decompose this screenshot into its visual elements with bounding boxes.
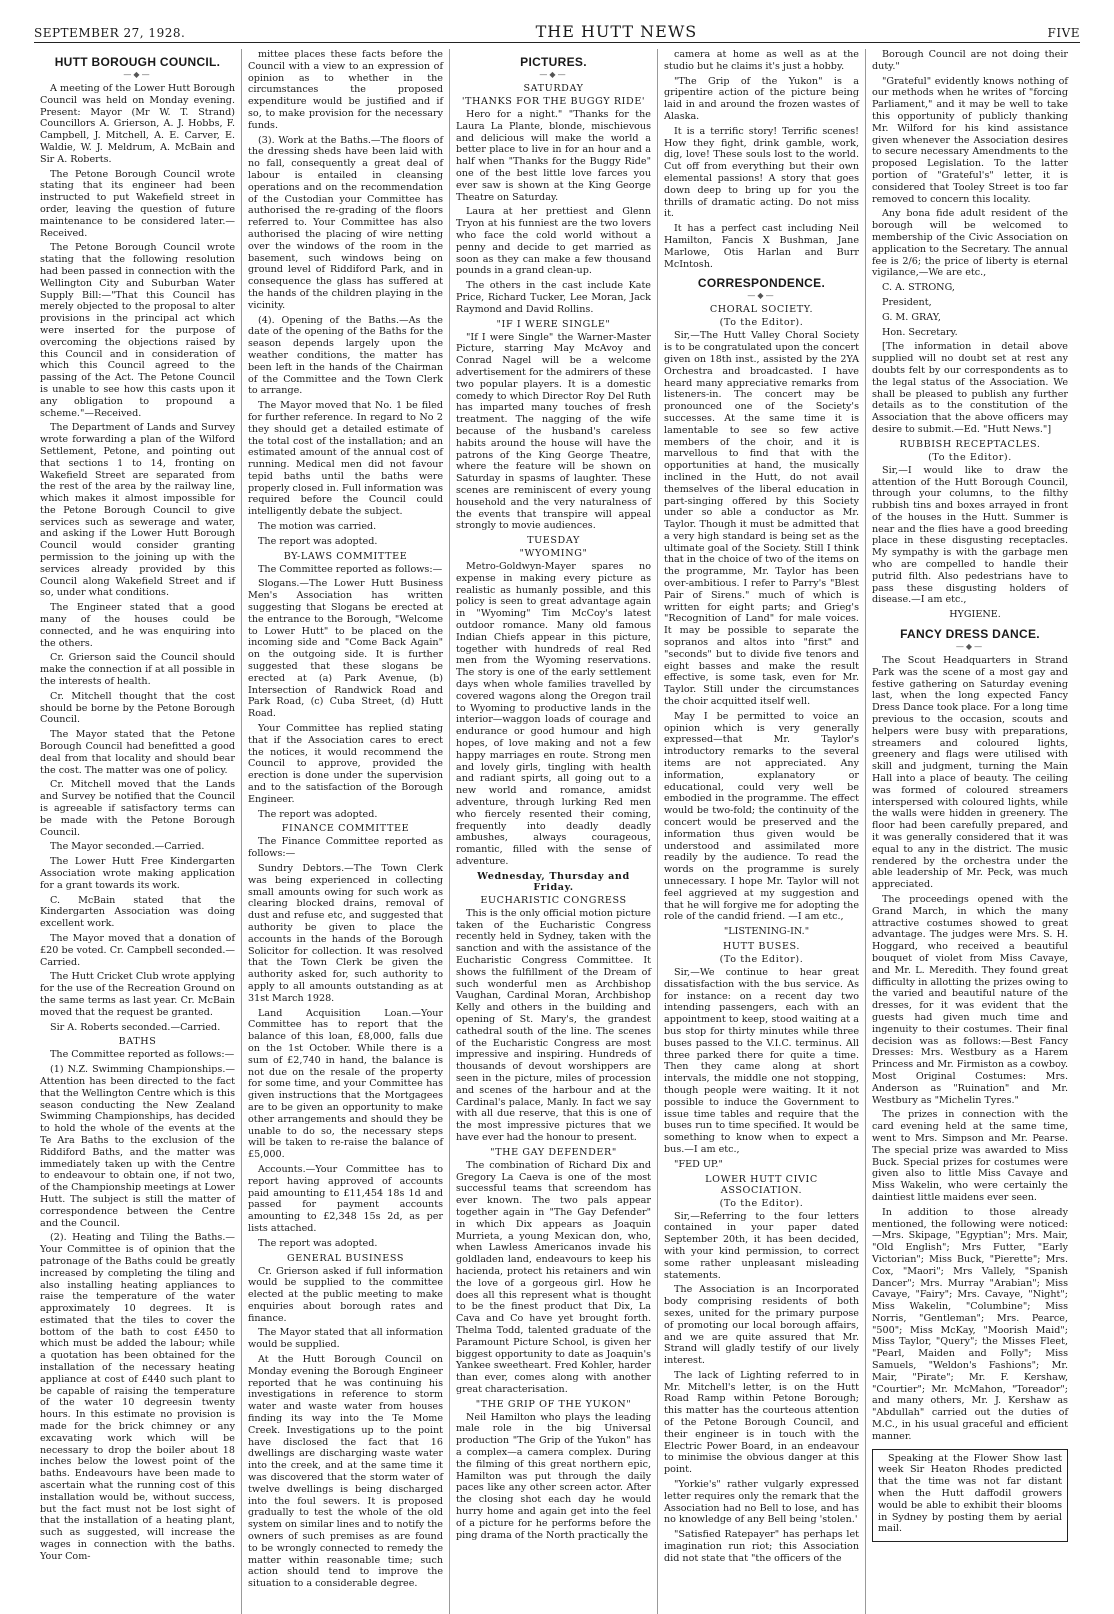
signature: G. M. GRAY,	[882, 311, 941, 323]
paragraph: Sir,—I would like to draw the attention of the Hutt Borough Council, through your columns, to the filthy rubbish tins and boxes arrayed in front of the houses in the Hutt. Summer is near and the flies have a good breeding place in these disgusting receptacles. My sympathy is with the garbage men who are compelled to handle their putrid filth. Also pedestrians have to pass these disgusting holders of disease.—I am etc.,	[872, 464, 1068, 606]
paragraph: Borough Council are not doing their duty."	[872, 49, 1068, 72]
subheading-general: GENERAL BUSINESS	[286, 1252, 405, 1264]
editor-note: (To the Editor).	[928, 451, 1012, 463]
paragraph: The lack of Lighting referred to in Mr. Mitchell's letter, is on the Hutt Road Ramp within Petone Borough; this matter has the courteous attention of the Petone Borough Council, and their engineer is in touch with the Electric Power Board, in an endeavour to minimise the obvious danger at this point.	[664, 1369, 859, 1476]
subheading: "IF I WERE SINGLE"	[496, 318, 611, 330]
paragraph: mittee places these facts before the Council with a view to an expression of opinion as to whether in the circumstances the proposed expenditure would be justified and if so, to make provision for the necessary funds.	[248, 49, 443, 131]
paragraph: "Yorkie's" rather vulgarly expressed letter requires only the remark that the Association had no Bell to lose, and has no knowledge of any Bell being 'stolen.'	[664, 1479, 859, 1526]
paragraph: A meeting of the Lower Hutt Borough Council was held on Monday evening. Present: Mayor (Mr W. T. Strand) Councillors A. Grierson, A. J. Hobbs, F. Campbell, J. Mitchell, A. E. Carver, E. Waldie, W. J. Meldrum, A. McBain and Sir A. Roberts.	[40, 83, 235, 165]
editor-note: (To the Editor).	[719, 1197, 804, 1209]
paragraph: Accounts.—Your Committee has to report having approved of accounts paid amounting to £11,454 18s 1d and passed for payment accounts amounting to £2,348 15s 2d, as per lists attached.	[248, 1163, 443, 1234]
subheading: LOWER HUTT CIVIC ASSOCIATION.	[705, 1173, 818, 1196]
paragraph: The Department of Lands and Survey wrote forwarding a plan of the Wilford Settlement, Petone, and pointing out that sections 1 to 14, fronting on Wakefield Street are separated from the rest of the area by the railway line, which makes it almost impossible for the Petone Borough Council to give services such as sewerage and water, and asking if the Lower Hutt Borough Council would consider granting permission to the joining up with the services already provided by this Council along Wakefield Street and if so, under what conditions.	[40, 422, 235, 599]
paragraph: Metro-Goldwyn-Mayer spares no expense in making every picture as realistic as humanly possible, and this policy is seen to great advantage again in "Wyoming" Tim McCoy's latest outdoor romance. Many old famous Indian Chiefs appear in this picture, together with hundreds of real Red men from the Wyoming reservations. The story is one of the early settlement days when whole families travelled by covered wagons along the Oregon trail to Wyoming to productive lands in the interior—waggon loads of courage and endurance or good humour and high hopes, of love making and not a few happy marriages en route. Strong men and lovely girls, tingling with health and radiant spirts, all going out to a new world and romance, amidst adventure, through lurking Red men who fiercely resented their coming, frequently into deadly deadly ambushes, always courageous, romantic, filled with the sense of adventure.	[456, 561, 651, 868]
article-title-correspondence: CORRESPONDENCE.	[697, 276, 826, 291]
paragraph: The Hutt Cricket Club wrote applying for the use of the Recreation Ground on the same terms as last year. Cr. McBain moved that the request be granted.	[40, 971, 235, 1018]
column-1	[34, 49, 242, 1614]
paragraph: The Finance Committee reported as follows:—	[248, 836, 443, 860]
paragraph: Any bona fide adult resident of the borough will be welcomed to membership of the Civic Association on application to the Secretary. The annual fee is 2/6; the price of liberty is eternal vigilance,—We are etc.,	[872, 208, 1068, 279]
paragraph: Neil Hamilton who plays the leading male role in the big Universal production "The Grip of the Yukon" has a complex—a camera complex. During the filming of this great northern epic, Hamilton was put through the daily paces like any other screen actor. After the closing shot each day he would hurry home and again get into the feel of a picture for he performs before the ping drama of the North practically the	[456, 1411, 651, 1541]
paragraph: The others in the cast include Kate Price, Richard Tucker, Lee Moran, Jack Raymond and David Rollins.	[456, 280, 651, 315]
paragraph: Laura at her prettiest and Glenn Tryon at his funniest are the two lovers who face the cold world without a penny and decide to get married as soon as they can make a few thousand pounds in a grand clean-up.	[456, 206, 651, 277]
subheading-baths: BATHS	[118, 1036, 157, 1048]
paragraph: "The Grip of the Yukon" is a gripentire action of the picture being laid in and around the frozen wastes of Alaska.	[664, 75, 859, 122]
subheading: Wednesday, Thursday and Friday.	[477, 870, 630, 893]
paragraph: The Petone Borough Council wrote stating that the following resolution had been passed in connection with the Wellington City and Suburban Water Supply Bill:—"That this Council has merely objected to the proposal to alter provisions in the principal act which were inserted for the purpose of overcoming the objections raised by this Council and in consideration of which this Council agreed to the passing of the Act. The Petone Council is unable to see how this casts upon it any obligation to propound a scheme."—Received.	[40, 242, 235, 419]
paragraph: The report was adopted.	[258, 535, 378, 547]
paragraph: The Mayor stated that the Petone Borough Council had benefitted a good deal from that locality and should bear the cost. The matter was one of policy.	[40, 729, 235, 776]
paragraph: The report was adopted.	[258, 808, 378, 820]
paragraph: (1) N.Z. Swimming Championships.—Attention has been directed to the fact that the Wellington Centre which is this season conducting the New Zealand Swimming Championships, has decided to hold the whole of the events at the Te Ara Baths to the exclusion of the Riddiford Baths, and the matter was immediately taken up with the Centre to endeavour to obtain one, if not two, of the Championship meetings at Lower Hutt. The subject is still the matter of correspondence between the Centre and the Council.	[40, 1064, 235, 1229]
paragraph: Speaking at the Flower Show last week Sir Heaton Rhodes predicted that the time was not far distant when the Hutt daffodil growers would be able to exhibit their blooms in Sydney by posting them by aerial mail.	[878, 1452, 1062, 1535]
paragraph: "If I were Single" the Warner-Master Picture, starring May McAvoy and Conrad Nagel will be a welcome advertisement for the admirers of these two popular players. It is a domestic comedy to which Director Roy Del Ruth has imparted many touches of fresh treatment. The nagging of the wife because of the husband's careless habits around the house will have the patrons of the King George Theatre, where the feature will be shown on Saturday in spasms of laughter. These scenes are reminiscent of every young household and the very naturalness of the events that transpire will appeal strongly to movie audiences.	[456, 331, 651, 532]
paragraph: Sir A. Roberts seconded.—Carried.	[50, 1021, 221, 1033]
paragraph: Sir,—Referring to the four letters contained in your paper dated September 20th, it has been decided, with your kind permission, to correct some rather unpleasant misleading statements.	[664, 1210, 859, 1281]
paragraph: Your Committee has replied stating that if the Association cares to erect the notices, it would recommend the Council to approve, provided the erection is done under the supervision and to the satisfaction of the Borough Engineer.	[248, 723, 443, 805]
article-title-council: HUTT BOROUGH COUNCIL.	[54, 55, 221, 69]
paragraph: The Scout Headquarters in Strand Park was the scene of a most gay and festive gathering on Saturday evening last, when the long expected Fancy Dress Dance took place. For a long time previous to the occasion, scouts and helpers were busy with preparations, streamers and coloured lights, greenery and flags were utilised with skill and judgment, turning the Main Hall into a place of beauty. The ceiling was formed of coloured streamers interspersed with coloured lights, while the walls were hidden in greenery. The floor had been carefully prepared, and it was generally considered that it was equal to any in the district. The music rendered by the orchestra under the able leadership of Mr. Peck, was much appreciated.	[872, 655, 1068, 891]
paragraph: The Committee reported as follows:—	[258, 563, 443, 575]
paragraph: It is a terrific story! Terrific scenes! How they fight, drink gamble, work, dig, love! These souls lost to the world. Cut off from everything but their own elemental passions! A story that goes down deep to bring up for you the thrills of dramatic acting. Do not miss it.	[664, 125, 859, 220]
columns	[34, 49, 1080, 1614]
article-title-fancy-dress: FANCY DRESS DANCE.	[900, 627, 1040, 642]
paragraph: At the Hutt Borough Council on Monday evening the Borough Engineer reported that he was continuing his investigations in reference to storm water and waste water from houses finding its way into the Te Mome Creek. Investigations up to the point have disclosed the fact that 16 dwellings are discharging waste water into the creek, and at the same time it was discovered that the storm water of twelve dwellings is being discharged into the foul sewers. It is proposed gradually to test the whole of the old system on similar lines and to notify the owners of such premises as are found to be wrongly connected to remedy the matter within reasonable time; such action should tend to improve the situation to a considerable degree.	[248, 1354, 443, 1590]
column-2	[242, 49, 450, 1614]
subheading: "THE GRIP OF THE YUKON"	[475, 1398, 632, 1410]
subheading: "THE GAY DEFENDER"	[490, 1146, 617, 1158]
masthead	[34, 22, 1080, 43]
subheading: CHORAL SOCIETY.	[709, 304, 814, 316]
signature: HYGIENE.	[949, 609, 1001, 621]
signature: C. A. STRONG,	[882, 282, 955, 294]
page-number: FIVE	[1047, 26, 1080, 40]
subheading: "WYOMING"	[519, 548, 588, 560]
paragraph: camera at home as well as at the studio but he claims it's just a hobby.	[664, 49, 859, 72]
paragraph: Sundry Debtors.—The Town Clerk was being experienced in collecting small amounts owing for such work as clearing blocked drains, removal of dust and refuse etc, and suggested that authority be given to place the accounts in the hands of the Borough Solicitor for collection. It was resolved that the Town Clerk be given the authority asked for, such authority to apply to all amounts outstanding as at 31st March 1928.	[248, 863, 443, 1004]
article-title-pictures: PICTURES.	[520, 55, 587, 69]
paragraph: Sir,—The Hutt Valley Choral Society is to be congratulated upon the concert given on 18th inst., assisted by the 2YA Orchestra and broadcasted. I have heard many appreciative remarks from listeners-in. The concert may be pronounced one of the Society's successes. At the same time it is lamentable to see so few active members of the choir, and it is marvellous to find that with the opportunities at hand, the musically inclined in the Hutt, do not avail themselves of the liberal education in part-singing offered by this Society under so able a conductor as Mr. Taylor. Though it must be admitted that a very high standard is being set as the ultimate goal of the Society. Still I think that in the choice of two of the items on the programme, Mr. Taylor has been over-ambitious. I refer to Parry's "Blest Pair of Sirens." much of which is written for eight parts; and Grieg's "Recognition of Land" for male voices. It may be possible to separate the sopranos and altos into "first" and "seconds" but to divide five tenors and eight basses and make the result effective, is some task, even for Mr. Taylor. Still under the circumstances the choir acquitted itself well.	[664, 330, 859, 708]
paragraph: "Grateful" evidently knows nothing of our methods when he writes of "forcing Parliament," and it may be well to take this opportunity of publicly thanking Mr. Wilford for his kind assistance given whenever the Association desires to secure necessary Amendments to the proposed Legislation. To the latter portion of "Grateful's" letter, it is considered that Tooley Street is too far removed to concern this locality.	[872, 75, 1068, 205]
subheading: 'THANKS FOR THE BUGGY RIDE'	[461, 96, 646, 107]
subheading: TUESDAY	[527, 535, 580, 547]
subheading: EUCHARISTIC CONGRESS	[480, 894, 627, 906]
signature: Hon. Secretary.	[882, 326, 958, 338]
title-ornament: —◆—	[539, 70, 568, 79]
paragraph: The proceedings opened with the Grand March, in which the many attractive costumes showed to great advantage. The judges were Mrs. S. H. Hoggard, who received a beautiful bouquet of violet from Miss Cavaye, and Mr. L. Meredith. They found great difficulty in allotting the prizes owing to the varied and beautiful nature of the dresses, for it was evident that the guests had given much time and ingenuity to their costumes. Their final decision was as follows:—Best Fancy Dresses: Mrs. Westbury as a Harem Princess and Mr. Firmiston as a cowboy. Most Original Costumes: Mrs. Anderson as "Ruination" and Mr. Westbury as "Michelin Tyres."	[872, 894, 1068, 1106]
paragraph: Cr. Grierson said the Council should make the connection if at all possible in the interests of health.	[40, 652, 235, 688]
paragraph: "Satisfied Ratepayer" has perhaps let imagination run riot; this Association did not state that "the officers of the	[664, 1529, 859, 1564]
paragraph: This is the only official motion picture taken of the Eucharistic Congress recently held in Sydney, taken with the sanction and with the assistance of the Eucharistic Congress Committee. It shows the fulfillment of the Dream of such wonderful men as Archbishop Vaughan, Cardinal Moran, Archbishop Kelly and others in the building and opening of St. Mary's, the grandest cathedral south of the line. The scenes of the Eucharistic Congress are most impressive and inspiring. Hundreds of thousands of devout worshippers are seen in the picture, miles of procession and scenes of the harbour and at the Cardinal's palace, Manly. In fact we say with all due reserve, that this is one of the most impressive pictures that we have ever had the honour to present.	[456, 907, 651, 1143]
editor-note: (To the Editor).	[719, 317, 804, 329]
signature: "LISTENING-IN."	[723, 926, 810, 938]
editor-note: [The information in detail above supplied will no doubt set at rest any doubts felt by our correspondents as to the legal status of the Association. We shall be pleased to publish any further details as to the constitution of the Association that the above officers may desire to submit.—Ed. "Hutt News."]	[872, 341, 1068, 435]
paragraph: The Petone Borough Council wrote stating that its engineer had been instructed to put Wakefield street in order, leaving the question of future maintenance to be considered later.—Received.	[40, 168, 235, 239]
paragraph: The prizes in connection with the card evening held at the same time, went to Mrs. Simpson and Mr. Pearse. The special prize was awarded to Miss Buck. Special prizes for costumes were given also to little Miss Cavaye and Miss Wakelin, who were certainly the daintiest little maidens ever seen.	[872, 1109, 1068, 1203]
news-snippet-box	[872, 1449, 1068, 1543]
signature: "FED UP."	[674, 1158, 723, 1170]
paragraph: The combination of Richard Dix and Gregory La Caeva is one of the most successful teams that screendom has ever known. The two pals appear together again in "The Gay Defender" in which Dix appears as Joaquin Murrieta, a young Mexican don, who, when Lawless Americanos invade his goldladen land, endeavours to keep his hacienda, protect his retainers and win the love of a gorgeous girl. How he does all this represent what is thought to be the finest product that Dix, La Cava and Co have yet brought forth. Thelma Todd, talented graduate of the Paramount Picture School, is given her biggest opportunity to date as Joaquin's Yankee sweetheart. Fred Kohler, harder than ever, comes along with another great characterisation.	[456, 1159, 651, 1395]
paragraph: The Committee reported as follows:—	[50, 1049, 235, 1061]
newspaper-title: THE HUTT NEWS	[535, 22, 698, 41]
paragraph: (3). Work at the Baths.—The floors of the dressing sheds have been laid with no fall, consequently a great deal of labour is entailed in cleansing operations and on the recommendation of the Custodian your Committee has authorised the re-grading of the floors referred to. Your Committee has also authorised the placing of wire netting over the windows of the room in the basement, such windows being on ground level of Riddiford Park, and in consequence the glass has suffered at the hands of the children playing in the vicinity.	[248, 134, 443, 311]
column-5	[866, 49, 1074, 1614]
paragraph: It has a perfect cast including Neil Hamilton, Fancis X Bushman, Jane Marlowe, Otis Harlan and Burr McIntosh.	[664, 223, 859, 270]
paragraph: The motion was carried.	[258, 521, 377, 533]
paragraph: Hero for a night." "Thanks for the Laura La Plante, blonde, mischievous and delicious will make the world a better place to live in for an hour and a half when "Thanks for the Buggy Ride" one of the best little love farces you ever saw is shown at the King George Theatre on Saturday.	[456, 109, 651, 203]
paragraph: C. McBain stated that the Kindergarten Association was doing excellent work.	[40, 894, 235, 930]
paragraph: (2). Heating and Tiling the Baths.—Your Committee is of opinion that the patronage of the Baths could be greatly increased by completing the tiling and also installing heating appliances to raise the temperature of the water approximately 10 degrees. It is estimated that the tiles to cover the bottom of the bath to cost £450 to which must be added the labour; while a quotation has been obtained for the installation of the necessary heating appliance at cost of £440 such plant to be capable of raising the temperature of the water 10 degreesin twenty hours. In this estimate no provision is made for the brick chimney or any excavating work which will be necessary to drop the boiler about 18 inches below the lowest point of the baths. Endeavours have been made to ascertain what the running cost of this installation would be, without success, but the fact must not be lost sight of that the installation of a heating plant, such as suggested, will increase the wages in connection with the baths. Your Com-	[40, 1232, 235, 1562]
paragraph: Cr. Grierson asked if full information would be supplied to the committee elected at the public meeting to make enquiries about borough rates and finance.	[248, 1265, 443, 1324]
paragraph: Cr. Mitchell moved that the Lands and Survey be notified that the Council is agreeable if satisfactory terms can be made with the Petone Borough Council.	[40, 779, 235, 838]
subheading: HUTT BUSES.	[722, 940, 801, 952]
paragraph: Cr. Mitchell thought that the cost should be borne by the Petone Borough Council.	[40, 690, 235, 726]
title-ornament: —◆—	[955, 642, 985, 652]
paragraph: The Mayor seconded.—Carried.	[50, 841, 205, 853]
title-ornament: —◆—	[747, 291, 776, 301]
paragraph: The Mayor moved that a donation of £20 be voted. Cr. Campbell seconded.—Carried.	[40, 932, 235, 968]
paragraph: The Lower Hutt Free Kindergarten Association wrote making application for a grant towards its work.	[40, 856, 235, 891]
paragraph: Sir,—We continue to hear great dissatisfaction with the bus service. As for instance: on a recent day two intending passengers, each with an appointment to keep, stood waiting at a bus stop for thirty minutes while three buses passed to the V.I.C. terminus. All three parked there for quite a time. Then they came along at short intervals, the middle one not stopping, though people were waiting. It it not possible to induce the Government to issue time tables and require that the buses run to time specified. It would be something to know when to expect a bus.—I am etc.,	[664, 966, 859, 1155]
issue-date: SEPTEMBER 27, 1928.	[34, 26, 186, 40]
paragraph: Land Acquisition Loan.—Your Committee has to report that the balance of this loan, £8,000, falls due on the 1st October. While there is a sum of £2,740 in hand, the balance is not due on the resale of the property for some time, and your Committee has given instructions that the Mortgagees are to be given an opportunity to make other arrangements and should they be unable to do so, the necessary steps will be taken to re-raise the balance of £5,000.	[248, 1007, 443, 1161]
subheading: RUBBISH RECEPTACLES.	[899, 438, 1041, 450]
subheading-bylaws: BY-LAWS COMMITTEE	[283, 550, 408, 562]
subheading: SATURDAY	[523, 83, 584, 94]
paragraph: The Mayor stated that all information would be supplied.	[248, 1327, 443, 1351]
paragraph: Slogans.—The Lower Hutt Business Men's Association has written suggesting that Slogans be erected at the entrance to the Borough, "Welcome to Lower Hutt" to be placed on the incoming side and "Come Back Again" on the outgoing side. It is further suggested that these slogans be erected at (a) Park Avenue, (b) Intersection of Randwick Road and Park Road, (c) Cuba Street, (d) Hutt Road.	[248, 578, 443, 720]
signature: President,	[882, 296, 932, 308]
subheading-finance: FINANCE COMMITTEE	[281, 823, 410, 835]
title-ornament: —◆—	[123, 70, 152, 79]
paragraph: In addition to those already mentioned, the following were noticed:—Mrs. Skipage, "Egyptian"; Mrs. Mair, "Old English"; Mrs Futter, "Early Victorian"; Miss Buck, "Pierette"; Mrs. Cox, "Maori"; Mrs Vallely, "Spanish Dancer"; Mrs. Murray "Arabian"; Miss Cavaye, "Fairy"; Mrs. Cavaye, "Night"; Miss Wakelin, "Columbine"; Miss Norris, "Gentleman"; Mrs. Pearce, "500"; Miss McKay, "Moorish Maid"; Miss Taylor, "Query"; the Misses Fleet, "Pearl, Maiden and Folly"; Miss Samuels, "Weldon's Fashions"; Mr. Mair, "Pirate"; Mr. F. Kershaw, "Courtier"; Mr. McMahon, "Toreador"; and many others, Mr. J. Kershaw as "Abdullah" carried out the duties of M.C., in his usual graceful and efficient manner.	[872, 1206, 1068, 1442]
paragraph: The report was adopted.	[258, 1237, 378, 1249]
paragraph: The Engineer stated that a good many of the houses could be connected, and he was enquiring into the others.	[40, 602, 235, 649]
column-4	[658, 49, 866, 1614]
editor-note: (To the Editor).	[719, 953, 804, 965]
paragraph: The Association is an Incorporated body comprising residents of both sexes, united for the primary purpose of promoting our local borough affairs, and we are quite assured that Mr. Strand will gladly testify of our lively interest.	[664, 1284, 859, 1367]
paragraph: (4). Opening of the Baths.—As the date of the opening of the Baths for the season depends largely upon the weather conditions, the matter has been left in the hands of the Chairman of the Committee and the Town Clerk to arrange.	[248, 314, 443, 397]
paragraph: The Mayor moved that No. 1 be filed for further reference. In regard to No 2 they should get a detailed estimate of the total cost of the installation; and an estimated amount of the annual cost of running. Medical men did not favour tepid baths until the baths were properly closed in. Full information was required before the Council could intelligently debate the subject.	[248, 400, 443, 518]
column-3	[450, 49, 658, 1614]
paragraph: May I be permitted to voice an opinion which is very generally expressed—that Mr. Taylor's introductory remarks to the several items are not appreciated. Any information, explanatory or educational, could very well be embodied in the programme. The effect would be two-fold; the continuity of the concert would be preserved and the information thus given would be understood and assimilated more readily by the audience. To read the words on the programme is surely unnecessary. I hope Mr. Taylor will not feel aggrieved at my suggestion and that he will forgive me for adopting the role of the candid friend. —I am etc.,	[664, 710, 859, 923]
